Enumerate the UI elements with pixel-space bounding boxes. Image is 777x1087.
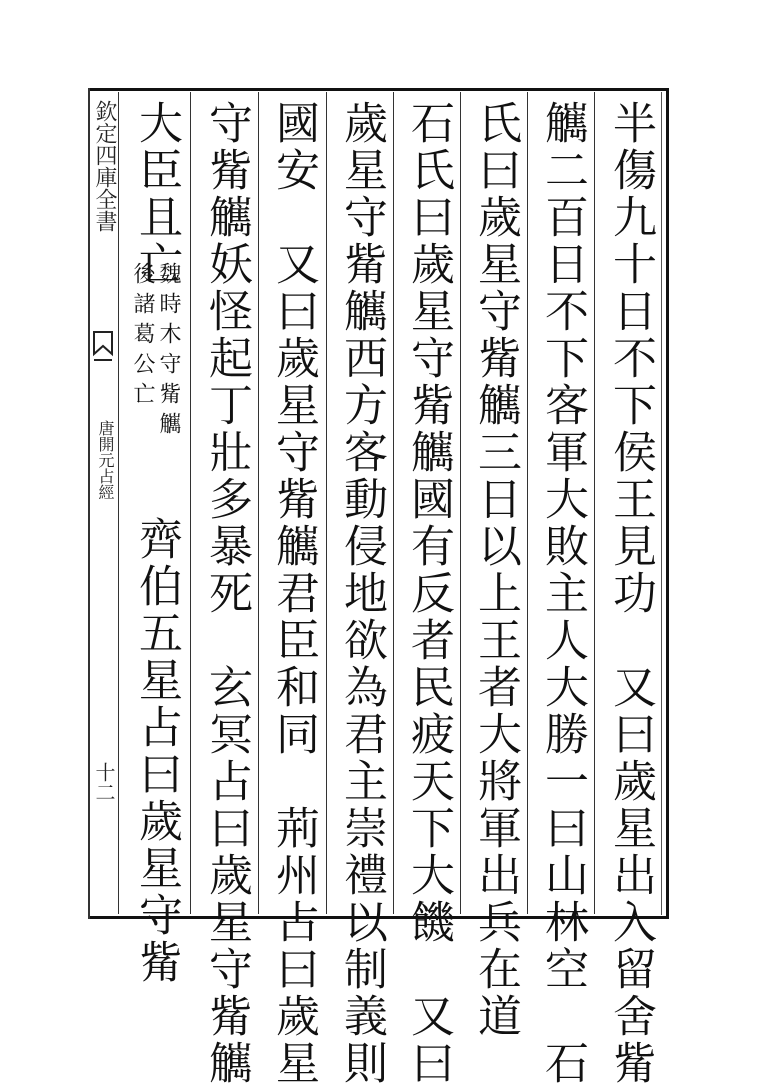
text-column-7: 守觜觽妖怪起丁壯多暴死 玄冥占曰歲星守觜觽 [201,100,252,1087]
text-column-3: 氏曰歲星守觜觽三日以上王者大將軍出兵在道 [470,100,521,1040]
column-rule [527,92,528,914]
text-column-8-tail: 齊伯五星占曰歲星守觜 [131,516,182,986]
column-rule [460,92,461,914]
column-rule [594,92,595,914]
border-top [90,88,668,91]
margin-page-number: 十二 [92,762,116,802]
border-right-inner [661,92,662,915]
margin-subtitle: 唐開元占經 [96,420,115,500]
border-right [666,88,669,919]
annotation-left: 後諸葛公亡 [130,262,155,412]
text-column-6: 國安 又曰歲星守觜觽君臣和同 荊州占曰歲星 [268,100,319,1087]
margin-title: 欽定四庫全書 [92,100,117,232]
column-rule [190,92,191,914]
text-column-2: 觽二百日不下客軍大敗主人大勝一曰山林空 石 [537,100,588,1087]
column-rule [258,92,259,914]
text-column-5: 歲星守觜觽西方客動侵地欲為君主崇禮以制義則 [336,100,387,1087]
text-column-8-head: 大臣且亡 [131,100,182,288]
column-rule [118,92,119,914]
text-column-1: 半傷九十日不下侯王見功 又曰歲星出入留舍觜 [605,100,656,1087]
column-rule [326,92,327,914]
fishtail-mark [92,330,114,364]
text-column-4: 石氏曰歲星守觜觽國有反者民疲天下大饑 又曰 [403,100,454,1087]
column-rule [393,92,394,914]
annotation-right: 魏時木守觜觽 [156,262,181,442]
